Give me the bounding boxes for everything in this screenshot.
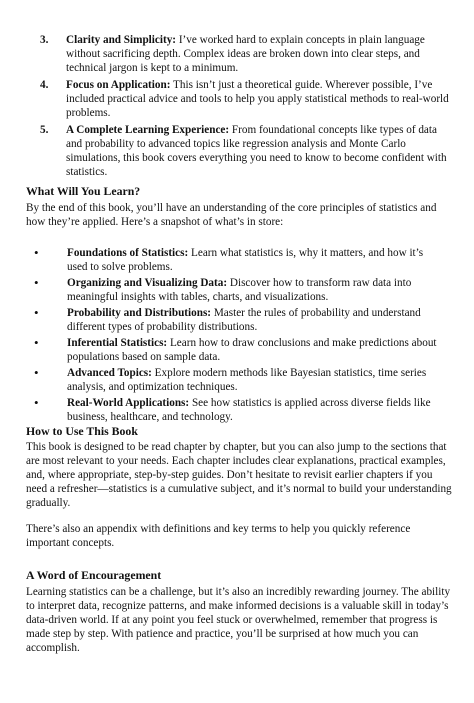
bullet-icon: • xyxy=(34,245,39,260)
bullet-text: Discover how to transform raw data into meaningful insights with tables, charts, and visualizations. xyxy=(67,277,412,303)
item-text: This isn’t just a theoretical guide. Wherever possible, I’ve included practical advice and tools to help you apply statistical methods to real-world problems. xyxy=(66,79,449,119)
bullet-icon: • xyxy=(34,365,39,380)
bullet-list xyxy=(34,246,444,426)
bullet-item xyxy=(34,396,444,424)
bullet-text: See how statistics is applied across diverse fields like business, healthcare, and technology. xyxy=(67,397,431,423)
bullet-title: Probability and Distributions: xyxy=(67,307,212,319)
bullet-icon: • xyxy=(34,305,39,320)
bullet-icon: • xyxy=(34,335,39,350)
item-number: 4. xyxy=(40,79,49,91)
bullet-icon: • xyxy=(34,275,39,290)
use-paragraph-2: There’s also an appendix with definitions and key terms to help you quickly reference important concepts. xyxy=(26,523,411,549)
learn-intro: By the end of this book, you’ll have an understanding of the core principles of statistics and how they’re applied. Here’s a snapshot of what’s in store: xyxy=(26,202,437,228)
bullet-item xyxy=(34,276,444,304)
bullet-title: Organizing and Visualizing Data: xyxy=(67,277,228,289)
list-item xyxy=(40,123,450,179)
bullet-text: Learn how to draw conclusions and make predictions about populations based on sample data. xyxy=(67,337,437,363)
item-text: From foundational concepts like types of data and probability to advanced topics like regression analysis and Monte Carlo simulations, this book covers everything you need to know to become confident with statistics. xyxy=(66,124,447,178)
bullet-icon: • xyxy=(34,395,39,410)
encouragement-paragraph: Learning statistics can be a challenge, but it’s also an incredibly rewarding journey. The ability to interpret data, recognize patterns, and make informed decisions is a valuable skill in today’s data-driven world. If at any point you feel stuck or overwhelmed, remember that progress is made step by step. With patience and practice, you’ll be surprised at how much you can accomplish. xyxy=(26,586,451,654)
bullet-text: Learn what statistics is, why it matters, and how it’s used to solve problems. xyxy=(67,247,424,273)
section-heading-use: How to Use This Book xyxy=(26,424,138,438)
item-title: Clarity and Simplicity: xyxy=(66,34,177,46)
bullet-text: Master the rules of probability and understand different types of probability distributions. xyxy=(67,307,421,333)
bullet-title: Advanced Topics: xyxy=(67,367,152,379)
bullet-item xyxy=(34,246,444,274)
bullet-title: Inferential Statistics: xyxy=(67,337,168,349)
item-title: A Complete Learning Experience: xyxy=(66,124,230,136)
section-heading-learn: What Will You Learn? xyxy=(26,184,141,198)
item-title: Focus on Application: xyxy=(66,79,171,91)
bullet-text: Explore modern methods like Bayesian statistics, time series analysis, and optimization techniques. xyxy=(67,367,427,393)
numbered-list xyxy=(40,33,450,182)
item-text: I’ve worked hard to explain concepts in plain language without sacrificing depth. Complex ideas are broken down into clear steps, and technical jargon is kept to a minimum. xyxy=(66,34,425,74)
bullet-item xyxy=(34,336,444,364)
bullet-item xyxy=(34,366,444,394)
list-item xyxy=(40,33,450,75)
list-item xyxy=(40,78,450,120)
item-number: 3. xyxy=(40,34,49,46)
bullet-title: Real-World Applications: xyxy=(67,397,190,409)
bullet-item xyxy=(34,306,444,334)
section-heading-encouragement: A Word of Encouragement xyxy=(26,568,162,582)
bullet-title: Foundations of Statistics: xyxy=(67,247,189,259)
use-paragraph-1: This book is designed to be read chapter by chapter, but you can also jump to the sections that are most relevant to your needs. Each chapter includes clear explanations, practical examples, and, where appropriate, step-by-step guides. Don’t hesitate to revisit earlier chapters if you need a refresher—statistics is a cumulative subject, and it’s normal to build your understanding gradually. xyxy=(26,441,452,509)
item-number: 5. xyxy=(40,124,49,136)
